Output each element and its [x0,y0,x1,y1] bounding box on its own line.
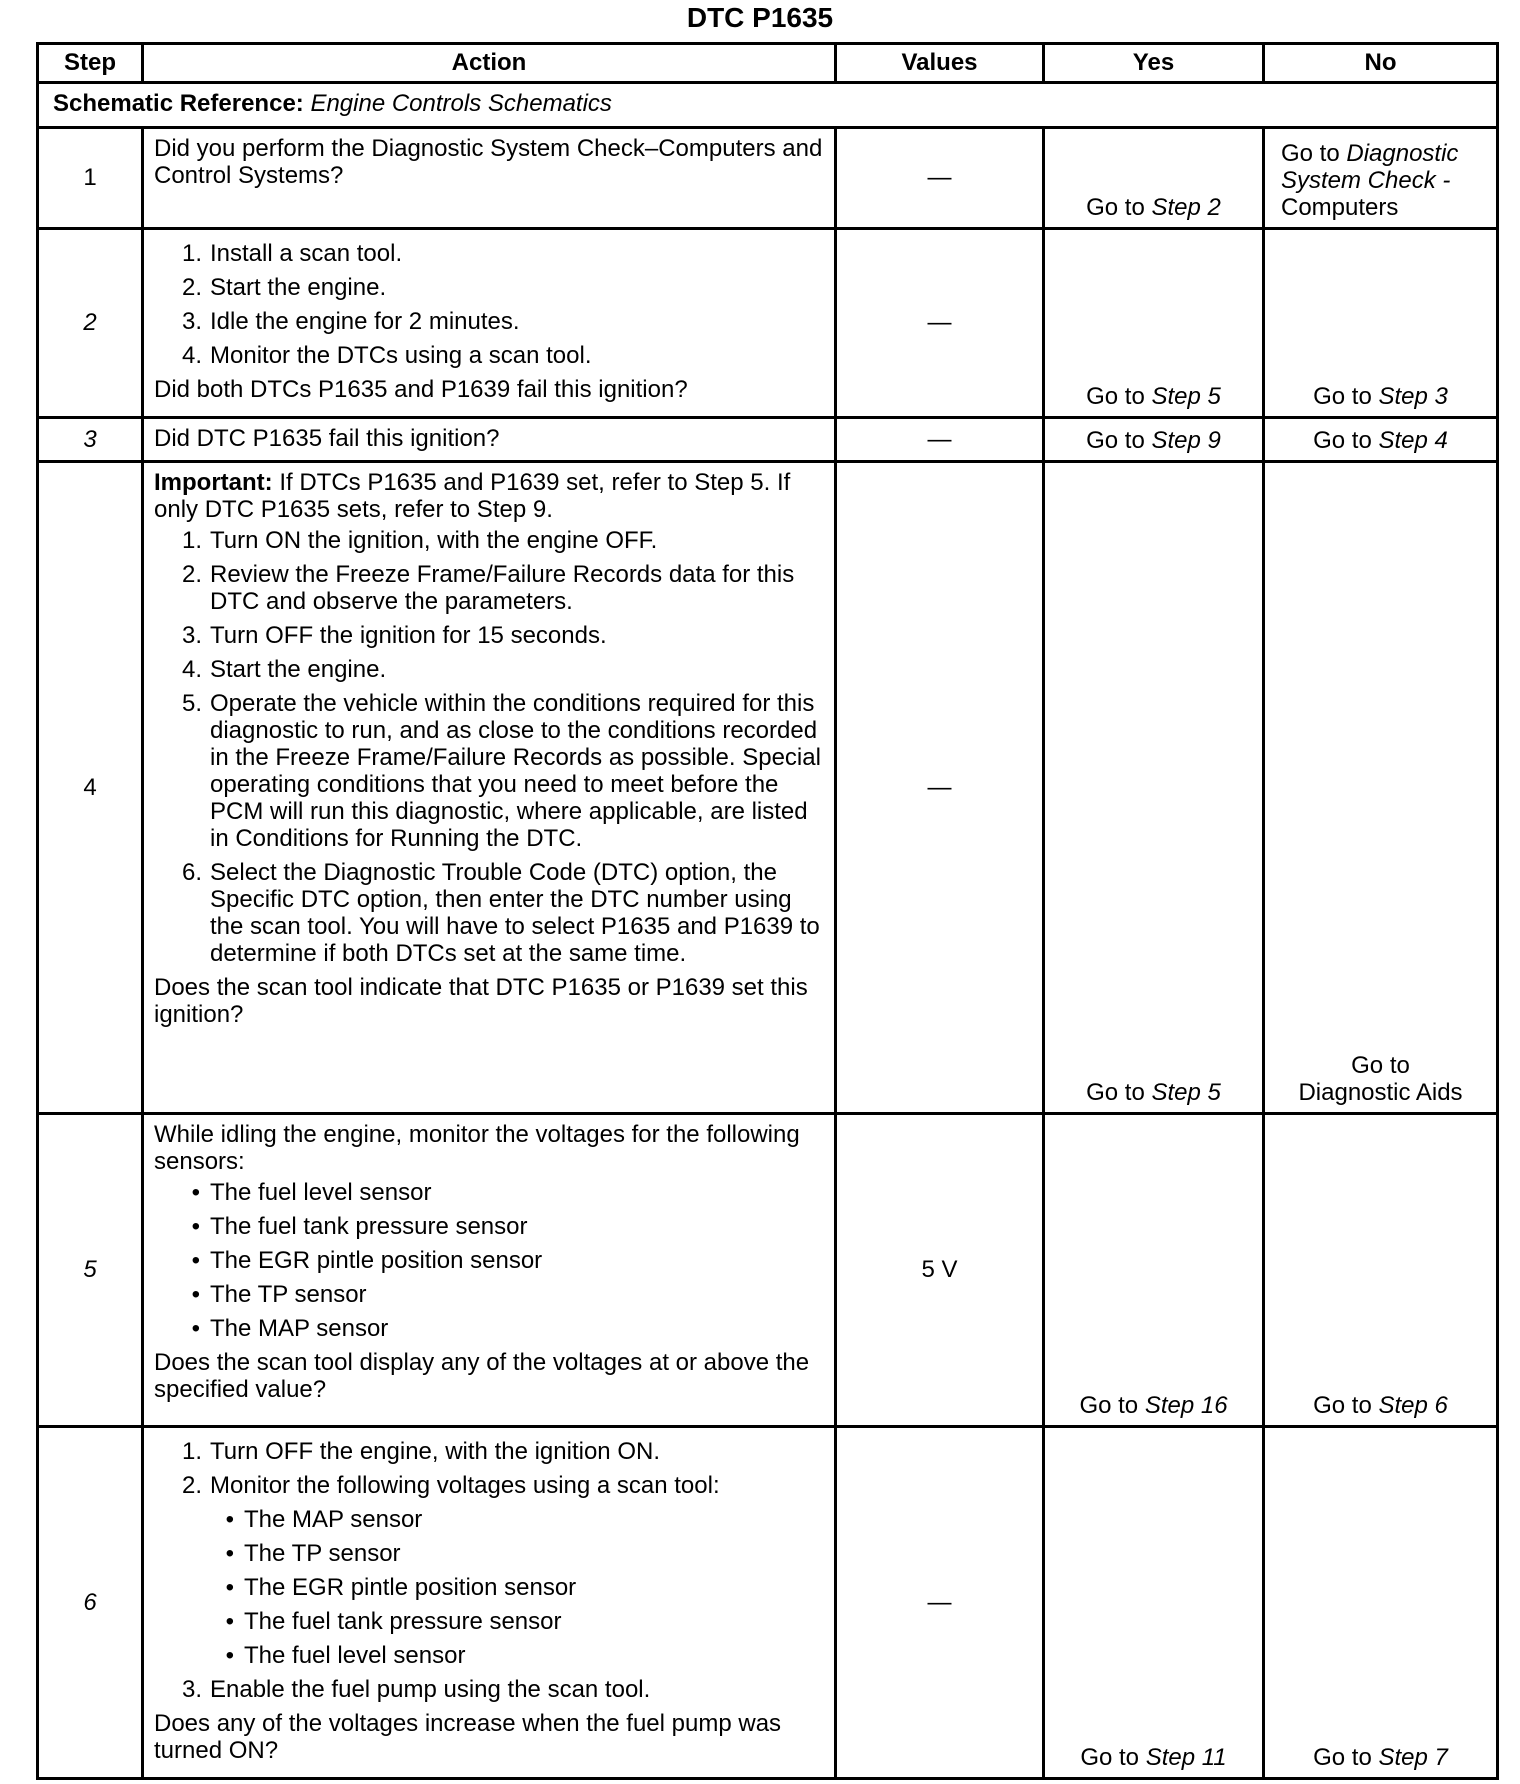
step-text: Start the engine. [210,656,387,683]
no-cell [1264,462,1498,1114]
step-text: Idle the engine for 2 minutes. [210,308,520,335]
bullet-text: The fuel tank pressure sensor [244,1608,562,1635]
yes-prefix: Go to [1086,194,1145,221]
bullet-text: The EGR pintle position sensor [244,1574,577,1601]
yes-cell [1044,128,1264,229]
step-numeral: 3. [181,308,202,335]
bullet-text: The fuel level sensor [244,1642,466,1669]
no-cell [1264,418,1498,462]
yes-prefix: Go to [1086,1079,1145,1106]
yes-prefix: Go to [1079,1392,1139,1419]
diagnostic-table [36,42,1499,1780]
important-text: If DTCs P1635 and P1639 set, refer to Step 5. If only DTC P1635 sets, refer to Step 9. [154,469,791,523]
step-text: Monitor the following voltages using a scan tool: [210,1472,720,1499]
no-prefix: Go to [1281,140,1340,167]
table-header-row [38,44,1498,83]
sensor-bullet-list [154,1506,824,1669]
action-step [154,1438,824,1465]
no-suffix: Computers [1281,194,1399,221]
step-numeral: 4. [181,342,202,369]
values-cell: — [836,462,1044,1114]
no-step-link[interactable]: Step 4 [1378,427,1448,454]
step-text: Turn ON the ignition, with the engine OFF. [210,527,658,554]
action-cell [143,418,836,462]
table-row [38,229,1498,418]
bullet-icon: • [191,1247,200,1274]
page-title: DTC P1635 [686,2,834,33]
sensor-bullet [154,1506,824,1533]
action-step [154,690,824,852]
yes-cell [1044,1114,1264,1427]
no-cell [1264,1427,1498,1779]
step-numeral: 2. [181,1472,202,1499]
step-text: Turn OFF the ignition for 15 seconds. [210,622,607,649]
yes-step-link[interactable]: Step 11 [1145,1744,1227,1771]
table-row [38,128,1498,229]
yes-step-link[interactable]: Step 16 [1144,1392,1228,1419]
action-question: Did DTC P1635 fail this ignition? [154,425,500,452]
action-step [154,1472,824,1499]
yes-prefix: Go to [1086,427,1145,454]
table-row [38,1114,1498,1427]
sensor-bullet [154,1540,824,1567]
action-cell [143,1427,836,1779]
step-number: 5 [38,1114,143,1427]
action-question: Does the scan tool display any of the voltages at or above the specified value? [154,1349,810,1403]
step-text: Select the Diagnostic Trouble Code (DTC) option, the Specific DTC option, then enter the DTC number using the scan tool. You will have to select P1635 and P1639 to determine if both DTCs set at the same time. [210,859,820,967]
action-question: Did you perform the Diagnostic System Check–Computers and Control Systems? [154,135,823,189]
bullet-text: The EGR pintle position sensor [210,1247,543,1274]
values-cell: — [836,418,1044,462]
step-numeral: 1. [181,240,202,267]
step-text: Review the Freeze Frame/Failure Records data for this DTC and observe the parameters. [210,561,795,615]
step-numeral: 3. [181,622,202,649]
action-step [154,342,824,369]
bullet-icon: • [191,1315,200,1342]
yes-step-link[interactable]: Step 9 [1151,427,1221,454]
action-cell [143,1114,836,1427]
no-diagnostic-link[interactable]: Diagnostic System Check - [1281,140,1459,194]
yes-cell [1044,1427,1264,1779]
bullet-icon: • [191,1213,200,1240]
yes-step-link[interactable]: Step 5 [1151,383,1221,410]
action-step [154,308,824,335]
step-text: Operate the vehicle within the conditions required for this diagnostic to run, and as close to the conditions recorded in the Freeze Frame/Failure Records as possible. Special operating conditions that you need to meet before the PCM will run this diagnostic, where applicable, are listed in Conditions for Running the DTC. [210,690,821,852]
bullet-text: The TP sensor [244,1540,401,1567]
step-text: Install a scan tool. [210,240,403,267]
values-cell: 5 V [836,1114,1044,1427]
bullet-icon: • [225,1642,234,1669]
step-numeral: 2. [181,274,202,301]
sensor-bullet [154,1315,824,1342]
action-step [154,859,824,967]
step-text: Monitor the DTCs using a scan tool. [210,342,592,369]
step-numeral: 2. [181,561,202,588]
values-cell: — [836,1427,1044,1779]
table-row [38,462,1498,1114]
bullet-text: The fuel tank pressure sensor [210,1213,528,1240]
action-question: Does any of the voltages increase when the fuel pump was turned ON? [154,1710,782,1764]
step-number: 1 [38,128,143,229]
action-step [154,240,824,267]
action-cell [143,229,836,418]
step-text: Turn OFF the engine, with the ignition ON. [210,1438,660,1465]
yes-prefix: Go to [1086,383,1145,410]
action-step [154,656,824,683]
no-step-link[interactable]: Step 3 [1378,383,1448,410]
sensor-bullet [154,1574,824,1601]
no-prefix: Go to [1313,383,1372,410]
sensor-bullet [154,1281,824,1308]
action-question: Did both DTCs P1635 and P1639 fail this ignition? [154,376,688,403]
schematic-reference [38,83,1498,128]
yes-step-link[interactable]: Step 5 [1151,1079,1221,1106]
no-prefix: Go to [1313,1744,1372,1771]
action-cell [143,462,836,1114]
action-step [154,622,824,649]
header-step: Step [38,44,143,83]
values-cell: — [836,128,1044,229]
schematic-reference-label: Schematic Reference: [53,90,304,117]
action-step [154,527,824,554]
step-numeral: 4. [181,656,202,683]
bullet-icon: • [191,1281,200,1308]
schematic-reference-row [38,83,1498,128]
no-diagnostic-aids-link[interactable]: Diagnostic Aids [1298,1079,1463,1106]
bullet-icon: • [225,1574,234,1601]
bullet-text: The fuel level sensor [210,1179,432,1206]
step-numeral: 5. [181,690,202,717]
bullet-icon: • [191,1179,200,1206]
bullet-text: The TP sensor [210,1281,367,1308]
yes-cell [1044,229,1264,418]
action-step [154,1676,824,1703]
yes-step-link[interactable]: Step 2 [1151,194,1221,221]
sensor-bullet [154,1213,824,1240]
sensor-bullet [154,1247,824,1274]
important-label: Important: [154,469,273,496]
step-numeral: 3. [181,1676,202,1703]
action-step [154,274,824,301]
table-row [38,1427,1498,1779]
step-number: 3 [38,418,143,462]
yes-cell [1044,418,1264,462]
step-number: 2 [38,229,143,418]
action-cell [143,128,836,229]
no-cell [1264,128,1498,229]
header-yes: Yes [1044,44,1264,83]
step-number: 4 [38,462,143,1114]
header-no: No [1264,44,1498,83]
bullet-icon: • [225,1608,234,1635]
no-step-link[interactable]: Step 6 [1378,1392,1448,1419]
bullet-icon: • [225,1540,234,1567]
no-prefix: Go to [1351,1052,1410,1079]
sensor-bullet [154,1642,824,1669]
table-row [38,418,1498,462]
no-prefix: Go to [1313,1392,1372,1419]
yes-prefix: Go to [1080,1744,1140,1771]
step-numeral: 1. [181,1438,202,1465]
important-note [154,469,824,523]
step-numeral: 1. [181,527,202,554]
bullet-text: The MAP sensor [210,1315,389,1342]
no-prefix: Go to [1313,427,1372,454]
no-cell [1264,1114,1498,1427]
no-cell [1264,229,1498,418]
bullet-text: The MAP sensor [244,1506,423,1533]
step-text: Enable the fuel pump using the scan tool. [210,1676,651,1703]
step-numeral: 6. [181,859,202,886]
step-text: Start the engine. [210,274,387,301]
sensor-bullet [154,1608,824,1635]
action-question: Does the scan tool indicate that DTC P1635 or P1639 set this ignition? [154,974,808,1028]
header-values: Values [836,44,1044,83]
step-number: 6 [38,1427,143,1779]
no-step-link[interactable]: Step 7 [1378,1744,1448,1771]
yes-cell [1044,462,1264,1114]
header-action: Action [143,44,836,83]
action-intro: While idling the engine, monitor the voltages for the following sensors: [154,1121,800,1175]
sensor-bullet [154,1179,824,1206]
action-step [154,561,824,615]
bullet-icon: • [225,1506,234,1533]
values-cell: — [836,229,1044,418]
schematic-reference-link[interactable]: Engine Controls Schematics [310,90,612,117]
